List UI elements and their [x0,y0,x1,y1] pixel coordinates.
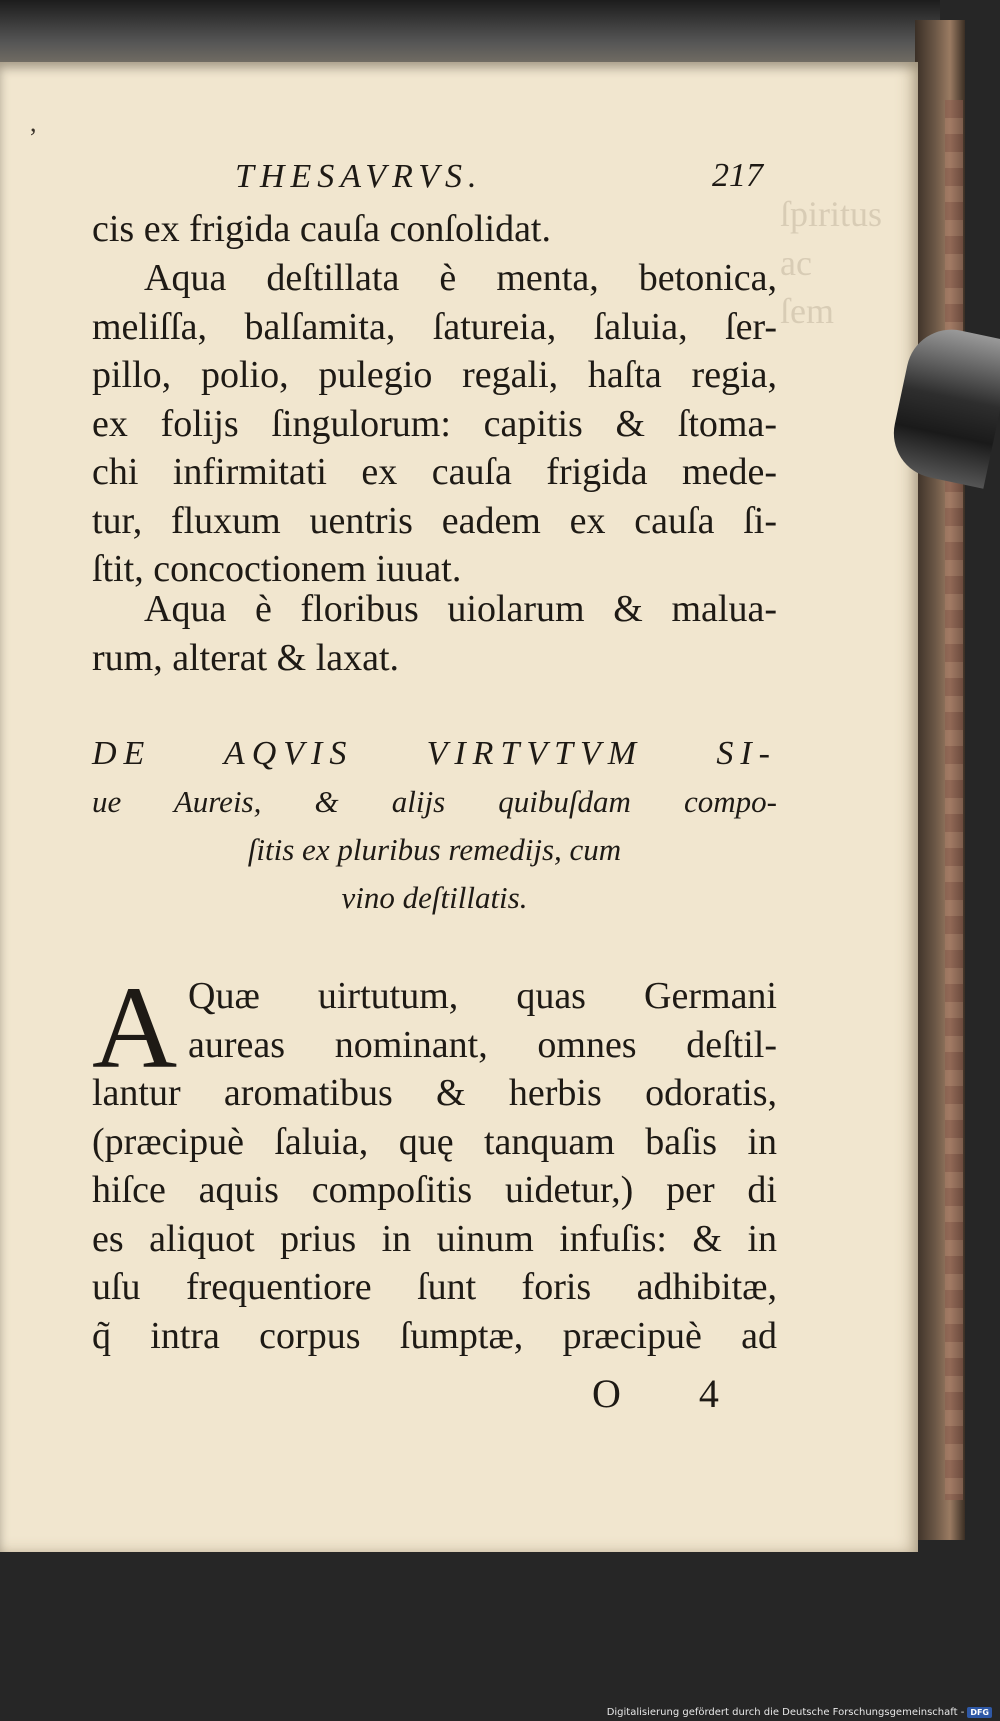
text-line: cis ex frigida cauſa conſolidat. [92,208,551,250]
heading-line: ue Aureis, & alijs quibuſdam compo- [92,784,777,819]
text-line: (præcipuè ſaluia, quę tanquam baſis in [92,1120,777,1163]
text-line: q̃ intra corpus ſumptæ, præcipuè ad [92,1314,777,1357]
text-line: es aliquot prius in uinum infuſis: & in [92,1217,777,1260]
signature-mark: O 4 [592,1371,753,1416]
text-line: meliſſa, balſamita, ſatureia, ſaluia, ſer- [92,305,777,348]
heading-line: DE AQVIS VIRTVTVM SI- [92,735,777,772]
heading-line: ſitis ex pluribus remedijs, cum [247,832,622,867]
text-line: rum, alterat & laxat. [92,636,400,679]
drop-capital: A [92,962,178,1093]
page-number: 217 [712,157,763,194]
text-line: Quæ uirtutum, quas Germani [188,975,777,1017]
text-line: ſtit, concoctionem iuuat. [92,548,462,590]
book-fore-edge [915,20,965,1540]
book-top-edge [0,0,940,70]
text-line: uſu frequentiore ſunt foris adhibitæ, [92,1266,777,1308]
credit-text: Digitalisierung gefördert durch die Deutsche Forschungsgemeinschaft - [606,1707,965,1718]
text-line: Aqua deſtillata è menta, betonica, [144,257,777,299]
text-line: chi infirmitati ex cauſa frigida mede- [92,451,777,493]
page-stack-edge [945,100,963,1500]
text-line: Aqua è floribus uiolarum & malua- [144,588,777,630]
text-line: pillo, polio, pulegio regali, haſta regia, [92,354,777,396]
dfg-logo: DFG [967,1707,992,1718]
text-line: tur, fluxum uentris eadem ex cauſa ſi- [92,499,777,542]
digitization-credit [607,1707,992,1718]
paragraph-4 [92,962,777,1360]
paragraph-3 [92,585,777,682]
text-line: lantur aromatibus & herbis odoratis, [92,1072,777,1114]
section-heading [92,730,777,922]
paragraph-2 [92,254,777,594]
bleed-through-text: ſpiritus ac ſem [780,194,883,331]
heading-line: vino deſtillatis. [341,880,528,915]
scan-footer [0,1552,1000,1721]
text-line: ex folijs ſingulorum: capitis & ſtoma- [92,402,777,445]
text-line: hiſce aquis compoſitis uidetur,) per di [92,1169,777,1211]
ink-speck: , [30,108,37,137]
running-head: THESAVRVS. [235,158,483,195]
paragraph-1 [92,205,777,254]
text-line: aureas nominant, omnes deſtil- [188,1023,777,1066]
